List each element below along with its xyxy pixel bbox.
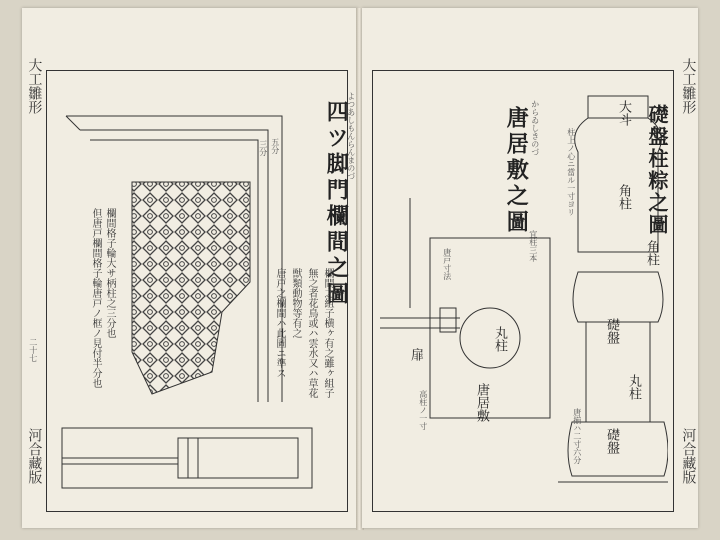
description-3: 獣類動物等有之	[290, 268, 301, 338]
description-1: 欄間之組子横ヶ有之雖ヶ組子	[322, 268, 333, 398]
maru-pillar-label: 丸柱	[492, 326, 507, 352]
note-top: 柱上ノ心ニ當ル一寸ヨリ	[566, 128, 576, 216]
publisher-mark: 河合藏版	[26, 428, 43, 484]
side-title: 礎盤柱粽之圖	[645, 104, 669, 236]
door-label: 扉	[408, 348, 423, 361]
furigana: からゐしきのづ	[530, 100, 540, 156]
dim-label-2: 三分	[258, 140, 268, 156]
right-page	[362, 8, 698, 528]
maru-pillar-label-2: 丸柱	[626, 374, 641, 400]
spine-title: 大工雛形	[26, 58, 43, 114]
note-1: 欄間格子輪大サ柄柱之三分也	[104, 208, 115, 338]
page-number: 二十七	[28, 338, 38, 362]
spine-title: 大工雛形	[680, 58, 697, 114]
page-title: 唐居敷之圖	[503, 106, 530, 236]
left-page	[22, 8, 358, 528]
note-door-dim: 唐戸寸法	[442, 248, 452, 280]
note-2: 但唐戸欄間格子輪唐戸ノ框ノ見付半分也	[90, 208, 101, 388]
section-diagram	[58, 418, 318, 498]
kaku-pillar-label-2: 角柱	[644, 240, 659, 266]
description-4: 唐戸之欄間ハ此圖ニ準ス	[274, 268, 285, 378]
note-height: 高柱ノ一寸	[418, 390, 428, 430]
kaku-pillar-label-1: 角柱	[616, 184, 631, 210]
open-book	[22, 8, 698, 532]
dim-label-1: 五分	[270, 138, 280, 154]
publisher-mark: 河合藏版	[680, 428, 697, 484]
description-2: 無之者花鳥或ハ雲水又ハ草花	[306, 268, 317, 398]
note-pillars: 宜柱三本	[528, 230, 538, 262]
karaishiki-label: 唐居敷	[474, 383, 489, 422]
furigana: よつあしもんらんまのづ	[346, 92, 356, 180]
note-base: 唐揃ハ二寸六分	[572, 408, 582, 464]
page-title: 四ツ脚門欄間之圖	[323, 100, 350, 308]
soban-label-2: 礎盤	[604, 428, 619, 454]
soban-label-1: 礎盤	[604, 318, 619, 344]
daito-label: 大斗	[616, 100, 631, 126]
